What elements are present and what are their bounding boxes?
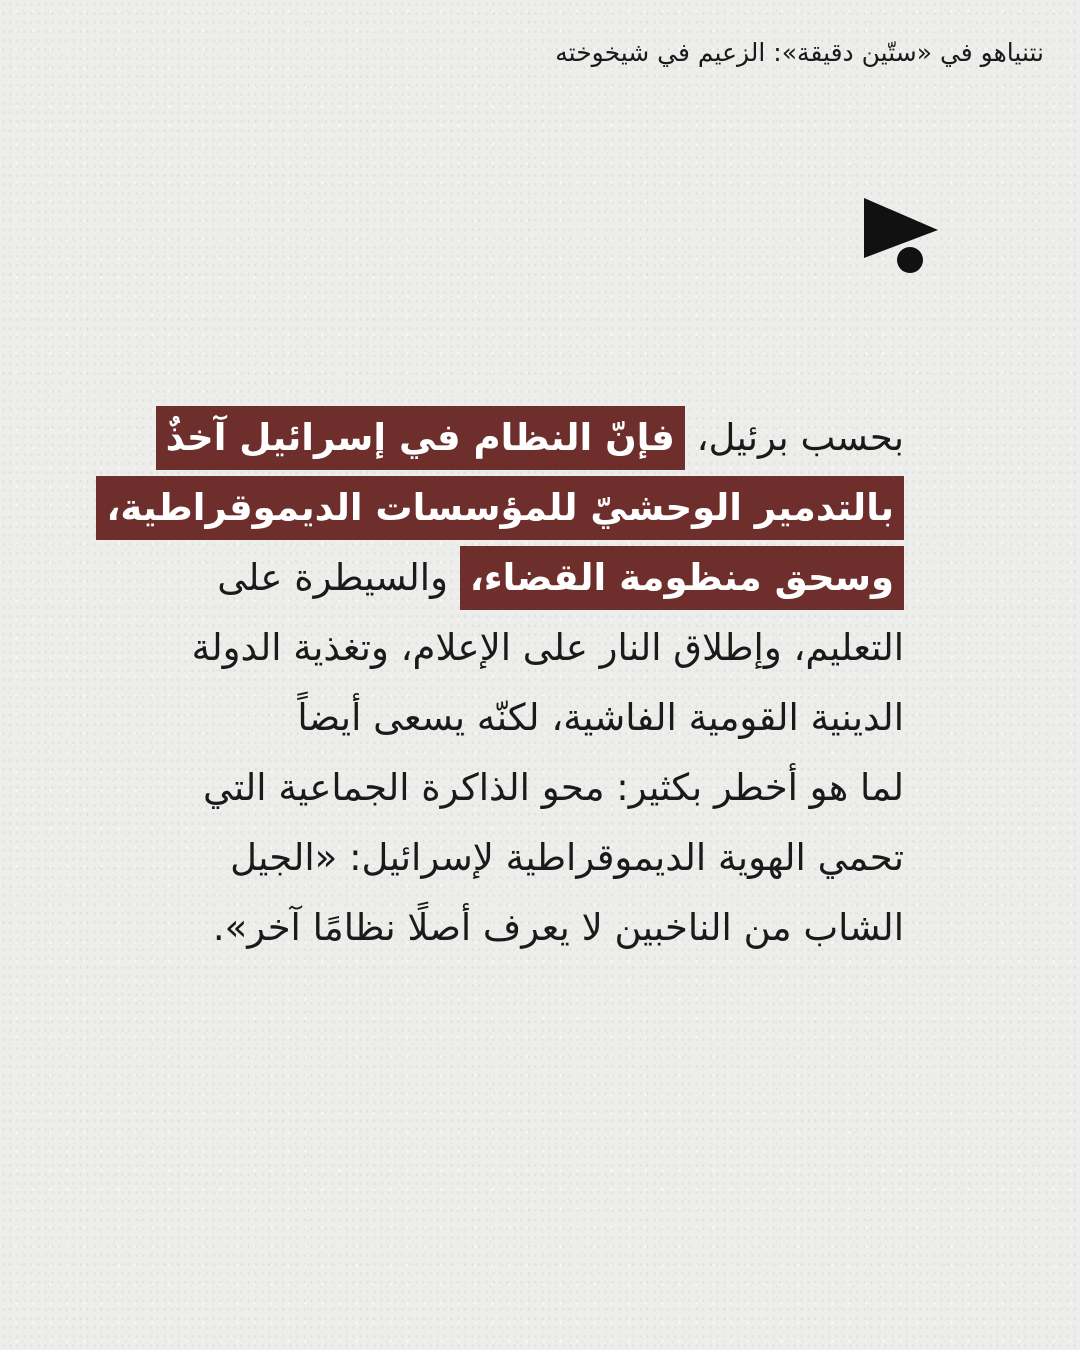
- quote-line-7: تحمي الهوية الديموقراطية لإسرائيل: «الجيل: [230, 836, 904, 879]
- quote-block: [106, 403, 904, 963]
- quote-line-4: التعليم، وإطلاق النار على الإعلام، وتغذية الدولة: [191, 626, 904, 669]
- article-title: نتنياهو في «ستّين دقيقة»: الزعيم في شيخوخته: [555, 38, 1044, 67]
- quote-line-1: [165, 403, 904, 473]
- highlighted-text: وسحق منظومة القضاء،: [460, 546, 904, 610]
- quote-text: والسيطرة على: [217, 556, 448, 599]
- quote-text: بحسب برئيل،: [696, 416, 904, 459]
- quote-line-3: [174, 543, 904, 613]
- logo-dot: [897, 247, 923, 273]
- quote-line-2: [106, 473, 904, 543]
- quote-line-5: الدينية القومية الفاشية، لكنّه يسعى أيضاً: [297, 696, 904, 739]
- quote-line-6: لما هو أخطر بكثير: محو الذاكرة الجماعية التي: [203, 766, 904, 809]
- highlighted-text: فإنّ النظام في إسرائيل آخذٌ: [156, 406, 685, 470]
- brand-logo-icon: [862, 196, 940, 276]
- logo-triangle: [864, 198, 938, 258]
- quote-line-8: الشاب من الناخبين لا يعرف أصلًا نظامًا آخر».: [212, 906, 904, 949]
- highlighted-text: بالتدمير الوحشيّ للمؤسسات الديموقراطية،: [96, 476, 904, 540]
